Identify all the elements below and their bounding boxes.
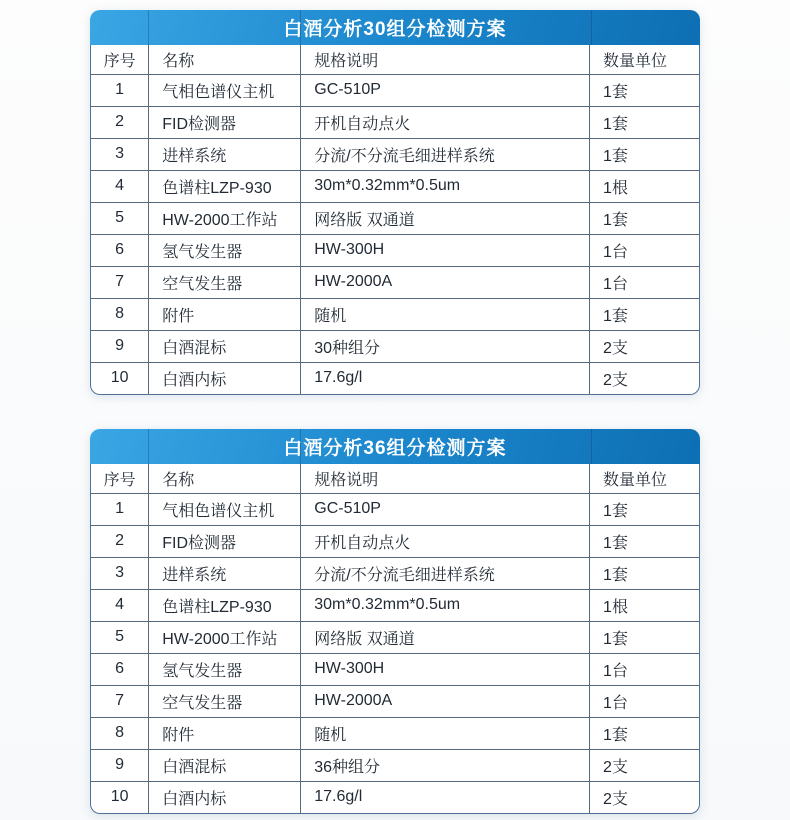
cell-spec: 开机自动点火 (301, 525, 590, 557)
table-row (91, 202, 699, 234)
cell-spec: 网络版 双通道 (301, 202, 590, 234)
cell-name: 附件 (149, 717, 301, 749)
table-row (91, 138, 699, 170)
cell-index: 5 (91, 202, 149, 234)
cell-name: 进样系统 (149, 557, 301, 589)
banner-column-separator (300, 10, 301, 45)
table-row (91, 557, 699, 589)
cell-qty: 1套 (590, 717, 699, 749)
cell-spec: HW-300H (301, 653, 590, 685)
table-row (91, 493, 699, 525)
cell-index: 1 (91, 74, 149, 106)
cell-name: 白酒混标 (149, 749, 301, 781)
column-header-qty: 数量单位 (590, 464, 699, 493)
cell-name: 白酒内标 (149, 781, 301, 813)
cell-name: 进样系统 (149, 138, 301, 170)
cell-index: 1 (91, 493, 149, 525)
cell-name: 白酒混标 (149, 330, 301, 362)
header-row (91, 464, 699, 493)
cell-qty: 1套 (590, 621, 699, 653)
cell-qty: 1套 (590, 493, 699, 525)
table-row (91, 330, 699, 362)
cell-spec: 17.6g/l (301, 362, 590, 394)
cell-index: 7 (91, 266, 149, 298)
cell-qty: 1套 (590, 202, 699, 234)
cell-qty: 1套 (590, 74, 699, 106)
table-grid (90, 464, 700, 814)
banner-column-separator (148, 10, 149, 45)
cell-index: 2 (91, 525, 149, 557)
cell-name: 色谱柱LZP-930 (149, 589, 301, 621)
table-row (91, 621, 699, 653)
table-row (91, 781, 699, 813)
cell-spec: HW-2000A (301, 266, 590, 298)
cell-spec: HW-2000A (301, 685, 590, 717)
column-header-index: 序号 (91, 464, 149, 493)
cell-spec: 随机 (301, 717, 590, 749)
cell-qty: 2支 (590, 749, 699, 781)
cell-index: 2 (91, 106, 149, 138)
table-row (91, 266, 699, 298)
header-row (91, 45, 699, 74)
table-row (91, 106, 699, 138)
cell-index: 5 (91, 621, 149, 653)
table-grid (90, 45, 700, 395)
cell-spec: 网络版 双通道 (301, 621, 590, 653)
cell-index: 6 (91, 653, 149, 685)
cell-index: 8 (91, 298, 149, 330)
cell-index: 7 (91, 685, 149, 717)
cell-qty: 1台 (590, 266, 699, 298)
table-row (91, 653, 699, 685)
column-header-qty: 数量单位 (590, 45, 699, 74)
table-row (91, 234, 699, 266)
table-row (91, 717, 699, 749)
cell-qty: 1根 (590, 589, 699, 621)
cell-index: 4 (91, 170, 149, 202)
cell-qty: 1套 (590, 106, 699, 138)
table-title: 白酒分析36组分检测方案 (283, 438, 507, 459)
cell-name: 附件 (149, 298, 301, 330)
table-row (91, 525, 699, 557)
cell-qty: 1台 (590, 653, 699, 685)
cell-index: 3 (91, 557, 149, 589)
column-header-name: 名称 (149, 464, 301, 493)
spec-table (91, 464, 699, 813)
cell-qty: 1台 (590, 234, 699, 266)
banner-column-separator (591, 429, 592, 464)
table-row (91, 298, 699, 330)
cell-spec: GC-510P (301, 74, 590, 106)
cell-name: FID检测器 (149, 106, 301, 138)
cell-index: 9 (91, 749, 149, 781)
cell-index: 4 (91, 589, 149, 621)
table-row (91, 589, 699, 621)
cell-name: 氢气发生器 (149, 234, 301, 266)
banner-column-separator (300, 429, 301, 464)
cell-spec: 30种组分 (301, 330, 590, 362)
cell-name: 白酒内标 (149, 362, 301, 394)
column-header-spec: 规格说明 (301, 45, 590, 74)
banner-column-separator (148, 429, 149, 464)
cell-spec: 随机 (301, 298, 590, 330)
cell-name: FID检测器 (149, 525, 301, 557)
cell-spec: GC-510P (301, 493, 590, 525)
spec-table (91, 45, 699, 394)
table-row (91, 685, 699, 717)
cell-name: HW-2000工作站 (149, 621, 301, 653)
cell-index: 10 (91, 362, 149, 394)
cell-qty: 1套 (590, 525, 699, 557)
cell-name: 气相色谱仪主机 (149, 493, 301, 525)
table-row (91, 170, 699, 202)
cell-spec: 分流/不分流毛细进样系统 (301, 557, 590, 589)
cell-spec: 36种组分 (301, 749, 590, 781)
scheme-table-30 (90, 10, 700, 395)
table-title-banner (90, 429, 700, 464)
column-header-spec: 规格说明 (301, 464, 590, 493)
cell-qty: 1台 (590, 685, 699, 717)
column-header-name: 名称 (149, 45, 301, 74)
cell-index: 10 (91, 781, 149, 813)
cell-spec: 30m*0.32mm*0.5um (301, 170, 590, 202)
cell-name: 气相色谱仪主机 (149, 74, 301, 106)
cell-index: 8 (91, 717, 149, 749)
cell-index: 6 (91, 234, 149, 266)
cell-name: 空气发生器 (149, 685, 301, 717)
table-row (91, 362, 699, 394)
cell-spec: HW-300H (301, 234, 590, 266)
cell-qty: 1套 (590, 557, 699, 589)
table-row (91, 74, 699, 106)
cell-qty: 1根 (590, 170, 699, 202)
cell-index: 9 (91, 330, 149, 362)
scheme-table-36 (90, 429, 700, 814)
cell-spec: 17.6g/l (301, 781, 590, 813)
cell-spec: 开机自动点火 (301, 106, 590, 138)
cell-spec: 分流/不分流毛细进样系统 (301, 138, 590, 170)
cell-qty: 2支 (603, 790, 628, 808)
cell-name: 色谱柱LZP-930 (149, 170, 301, 202)
cell-name: 氢气发生器 (149, 653, 301, 685)
column-header-index: 序号 (91, 45, 149, 74)
cell-qty: 2支 (590, 330, 699, 362)
table-title: 白酒分析30组分检测方案 (283, 19, 507, 40)
table-title-banner (90, 10, 700, 45)
cell-qty: 1套 (590, 298, 699, 330)
table-row (91, 749, 699, 781)
banner-column-separator (591, 10, 592, 45)
cell-name: HW-2000工作站 (149, 202, 301, 234)
cell-index: 3 (91, 138, 149, 170)
cell-name: 空气发生器 (149, 266, 301, 298)
cell-qty: 2支 (603, 371, 628, 389)
cell-qty: 1套 (590, 138, 699, 170)
cell-spec: 30m*0.32mm*0.5um (301, 589, 590, 621)
